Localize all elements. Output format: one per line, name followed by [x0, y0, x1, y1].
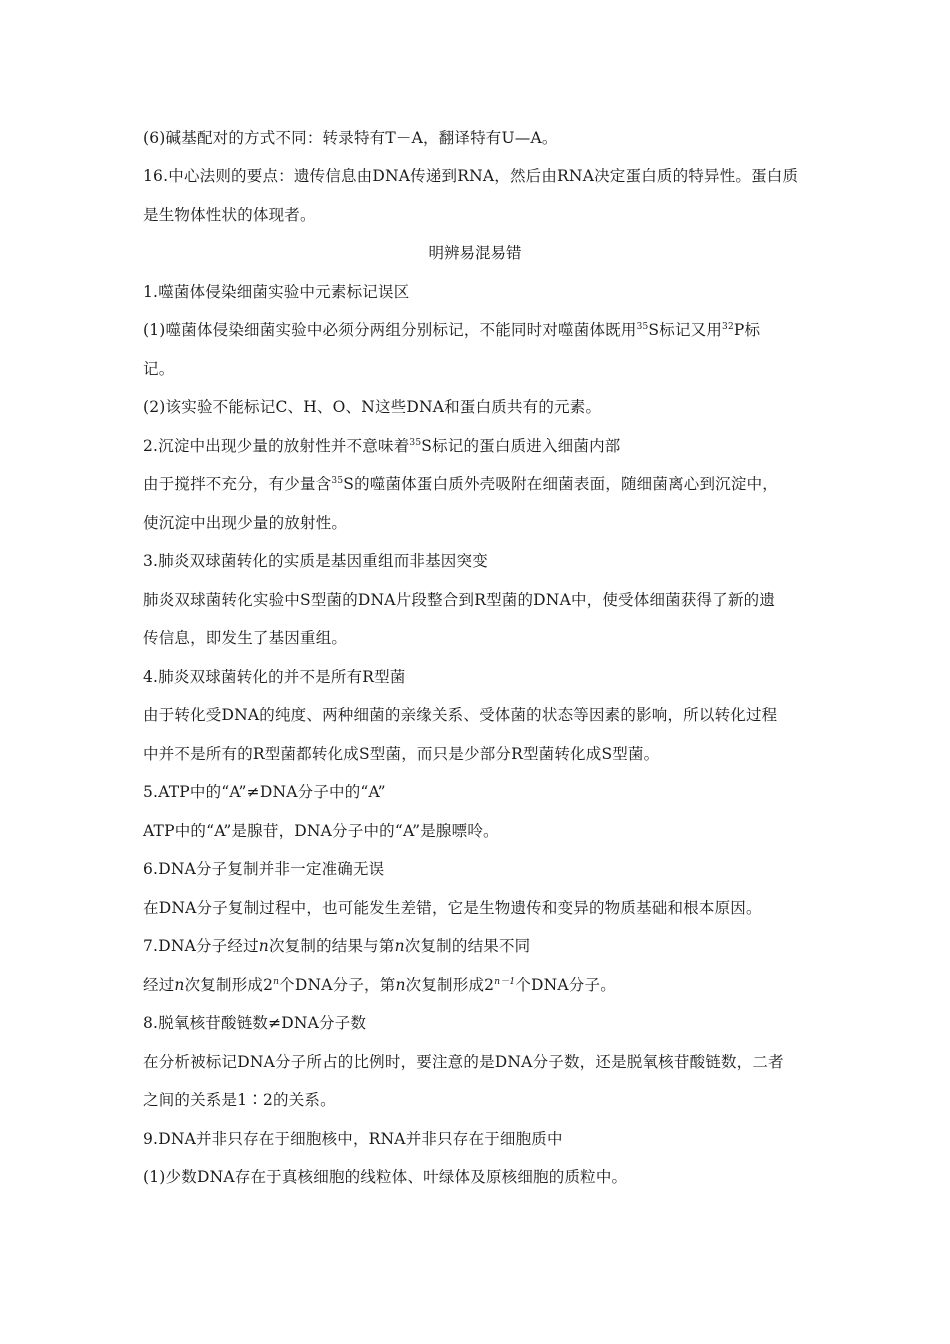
exponent-superscript: n — [273, 977, 280, 987]
text-run: P标 — [733, 321, 761, 339]
exponent-superscript: n－1 — [494, 977, 516, 987]
text-run: 2.沉淀中出现少量的放射性并不意味着 — [143, 437, 410, 455]
isotope-superscript: 35 — [409, 438, 422, 448]
paragraph-line: 在DNA分子复制过程中，也可能发生差错，它是生物遗传和变异的物质基础和根本原因。 — [143, 899, 762, 917]
text-run: S标记的蛋白质进入细菌内部 — [421, 437, 621, 455]
text-run: 次复制形成2 — [184, 976, 274, 994]
paragraph-line: 由于转化受DNA的纯度、两种细菌的亲缘关系、受体菌的状态等因素的影响，所以转化过程 — [143, 706, 778, 724]
text-line: 是生物体性状的体现者。 — [143, 206, 316, 224]
variable-n: n — [395, 976, 406, 994]
isotope-superscript: 35 — [331, 476, 344, 486]
variable-n: n — [258, 937, 269, 955]
text-run: S标记又用 — [648, 321, 723, 339]
item-title: 5.ATP中的“A”≠DNA分子中的“A” — [143, 783, 386, 801]
paragraph-line — [143, 320, 760, 340]
text-run: 经过 — [143, 976, 175, 994]
paragraph-line: ATP中的“A”是腺苷，DNA分子中的“A”是腺嘌呤。 — [143, 822, 499, 840]
item-title: 6.DNA分子复制并非一定准确无误 — [143, 860, 385, 878]
item-title: 3.肺炎双球菌转化的实质是基因重组而非基因突变 — [143, 552, 488, 570]
text-run: 由于搅拌不充分，有少量含 — [143, 475, 332, 493]
isotope-superscript: 35 — [636, 322, 649, 332]
text-run: 个DNA分子，第 — [279, 976, 396, 994]
section-title: 明辨易混易错 — [428, 244, 522, 262]
text-run: (1)噬菌体侵染细菌实验中必须分两组分别标记，不能同时对噬菌体既用 — [143, 321, 637, 339]
text-line: (6)碱基配对的方式不同：转录特有T－A，翻译特有U—A。 — [143, 129, 558, 147]
isotope-superscript: 32 — [722, 322, 734, 332]
paragraph-line: 记。 — [143, 360, 175, 378]
paragraph-line — [143, 474, 778, 494]
text-run: 次复制的结果与第 — [268, 937, 395, 955]
variable-n: n — [394, 937, 405, 955]
paragraph-line: (2)该实验不能标记C、H、O、N这些DNA和蛋白质共有的元素。 — [143, 398, 602, 416]
text-run: S的噬菌体蛋白质外壳吸附在细菌表面，随细菌离心到沉淀中， — [343, 475, 778, 493]
item-title: 8.脱氧核苷酸链数≠DNA分子数 — [143, 1014, 367, 1032]
paragraph-line — [143, 975, 616, 995]
paragraph-line: 传信息，即发生了基因重组。 — [143, 629, 348, 647]
item-title: 1.噬菌体侵染细菌实验中元素标记误区 — [143, 283, 410, 301]
item-title — [143, 436, 620, 456]
text-run: 7.DNA分子经过 — [143, 937, 259, 955]
paragraph-line: 在分析被标记DNA分子所占的比例时，要注意的是DNA分子数，还是脱氧核苷酸链数，二者 — [143, 1053, 784, 1071]
paragraph-line: 中并不是所有的R型菌都转化成S型菌，而只是少部分R型菌转化成S型菌。 — [143, 745, 660, 763]
text-run: 次复制的结果不同 — [404, 937, 531, 955]
variable-n: n — [174, 976, 185, 994]
paragraph-line: 之间的关系是1∶2的关系。 — [143, 1091, 336, 1109]
paragraph-line: (1)少数DNA存在于真核细胞的线粒体、叶绿体及原核细胞的质粒中。 — [143, 1168, 628, 1186]
paragraph-line: 肺炎双球菌转化实验中S型菌的DNA片段整合到R型菌的DNA中，使受体细菌获得了新的遗 — [143, 591, 776, 609]
text-line: 16.中心法则的要点：遗传信息由DNA传递到RNA，然后由RNA决定蛋白质的特异性。蛋白质 — [143, 167, 799, 185]
item-title: 9.DNA并非只存在于细胞核中，RNA并非只存在于细胞质中 — [143, 1130, 563, 1148]
text-run: 次复制形成2 — [405, 976, 495, 994]
item-title: 4.肺炎双球菌转化的并不是所有R型菌 — [143, 668, 406, 686]
item-title — [143, 936, 530, 956]
paragraph-line: 使沉淀中出现少量的放射性。 — [143, 514, 348, 532]
text-run: 个DNA分子。 — [515, 976, 616, 994]
